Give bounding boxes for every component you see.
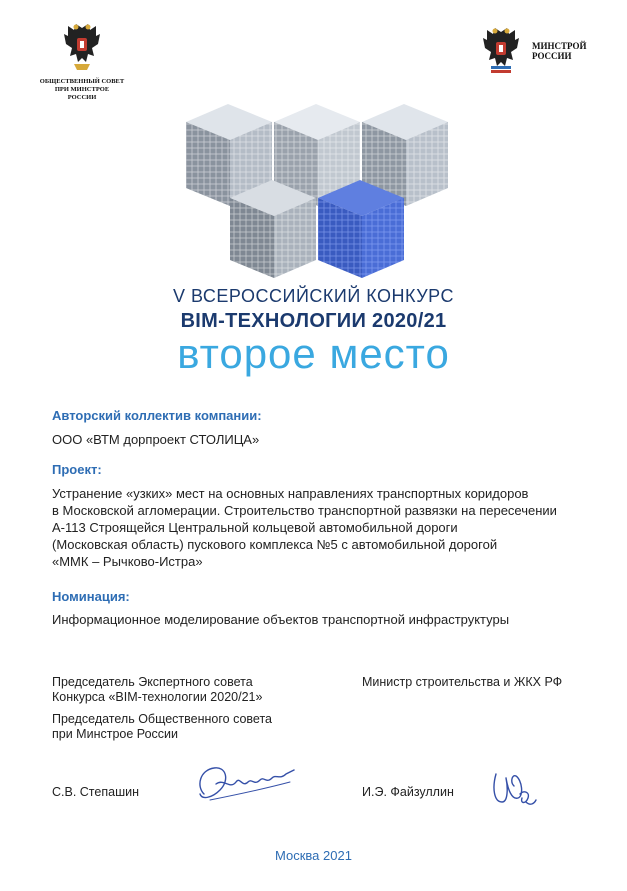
signature-stepashin	[190, 760, 300, 808]
right-signer-name: И.Э. Файзуллин	[362, 785, 454, 799]
nomination-value: Информационное моделирование объектов транспортной инфраструктуры	[52, 612, 510, 627]
cube-bottom-blue	[318, 180, 404, 278]
location-year: Москва 2021	[275, 848, 352, 863]
contest-title-line2: BIM-ТЕХНОЛОГИИ 2020/21	[180, 310, 447, 332]
left-org-name: ОБЩЕСТВЕННЫЙ СОВЕТ ПРИ МИНСТРОЕ РОССИИ	[39, 78, 125, 101]
award-place: второе место	[177, 330, 450, 377]
double-headed-eagle-emblem-left	[62, 22, 102, 72]
public-council-chair-title: Председатель Общественного совета при Минстрое России	[52, 712, 272, 741]
left-signer-name: С.В. Степашин	[52, 785, 139, 799]
bim-cubes-logo	[180, 100, 460, 282]
expert-council-chair-title: Председатель Экспертного совета Конкурса «BIM-технологии 2020/21»	[52, 675, 263, 704]
signature-faizullin	[486, 764, 542, 812]
cube-bottom-left	[230, 180, 316, 278]
right-org-name: МИНСТРОЙ РОССИИ	[532, 41, 587, 61]
contest-title-line1: V ВСЕРОССИЙСКИЙ КОНКУРС	[173, 286, 454, 306]
double-headed-eagle-emblem-right	[478, 26, 524, 76]
nomination-label: Номинация:	[52, 589, 130, 604]
authors-value: ООО «ВТМ дорпроект СТОЛИЦА»	[52, 432, 260, 447]
minister-title: Министр строительства и ЖКХ РФ	[362, 675, 563, 689]
authors-label: Авторский коллектив компании:	[52, 408, 262, 423]
project-description: Устранение «узких» мест на основных направлениях транспортных коридоров в Московской агломерации. Строительство транспортной развязки на пересечении А-113 Строящейся Центральной кольцевой автомобильной дороги (Московская область) пускового комплекса №5 с автомобильной дорогой «ММК – Рычково-Истра»	[52, 486, 557, 569]
project-label: Проект:	[52, 462, 102, 477]
